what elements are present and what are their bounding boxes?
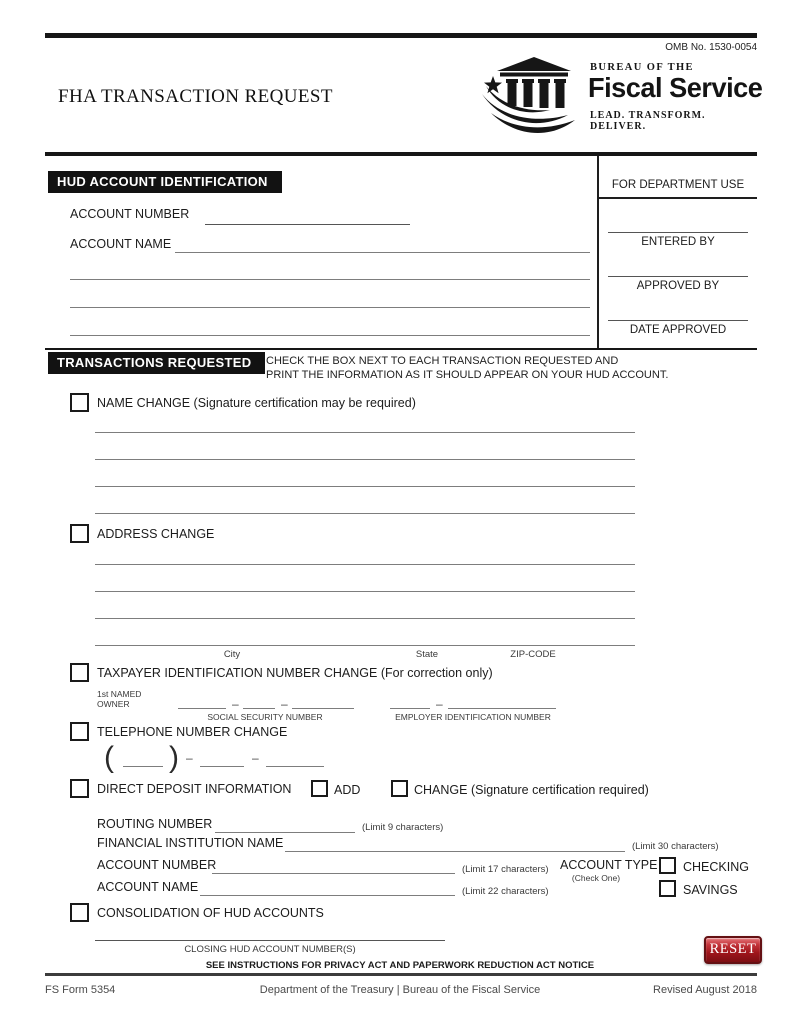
dd-account-name-line[interactable] [200, 895, 455, 896]
logo-bureau-text: BUREAU OF THE [590, 62, 694, 73]
phone-area-code-line[interactable] [123, 766, 163, 767]
savings-label: SAVINGS [683, 883, 738, 897]
ssn-label: SOCIAL SECURITY NUMBER [207, 712, 323, 722]
instruction-line-1: CHECK THE BOX NEXT TO EACH TRANSACTION REQUESTED AND [266, 355, 619, 367]
dd-account-number-line[interactable] [212, 873, 455, 874]
entered-by-line[interactable] [608, 232, 748, 233]
financial-institution-line[interactable] [285, 851, 625, 852]
name-change-label: NAME CHANGE (Signature certification may be required) [97, 396, 416, 410]
phone-suffix-line[interactable] [266, 766, 324, 767]
address-line-2[interactable] [95, 591, 635, 592]
first-named-owner-label-2: OWNER [97, 699, 130, 709]
hud-section-title: HUD ACCOUNT IDENTIFICATION [48, 171, 282, 193]
entered-by-label: ENTERED BY [641, 236, 715, 248]
dd-account-number-limit-note: (Limit 17 characters) [462, 864, 549, 875]
account-number-line[interactable] [205, 224, 410, 225]
tin-change-checkbox[interactable] [70, 663, 89, 682]
ein-segment-1-line[interactable] [390, 708, 430, 709]
hud-extra-line-2[interactable] [70, 307, 590, 308]
routing-number-label: ROUTING NUMBER [97, 817, 213, 831]
name-change-line-4[interactable] [95, 513, 635, 514]
routing-number-line[interactable] [215, 832, 355, 833]
consolidation-label: CONSOLIDATION OF HUD ACCOUNTS [97, 906, 324, 920]
fiscal-service-logo [478, 54, 763, 148]
closing-hud-account-line[interactable] [95, 940, 445, 941]
financial-institution-limit-note: (Limit 30 characters) [632, 841, 719, 852]
name-change-line-3[interactable] [95, 486, 635, 487]
omb-number: OMB No. 1530-0054 [665, 42, 757, 53]
ein-dash: – [436, 697, 443, 711]
account-name-label: ACCOUNT NAME [70, 237, 172, 251]
phone-change-checkbox[interactable] [70, 722, 89, 741]
reset-button[interactable]: RESET [704, 936, 762, 964]
state-label: State [415, 649, 439, 660]
first-named-owner-label-1: 1st NAMED [97, 689, 142, 699]
zip-code-label: ZIP-CODE [510, 649, 556, 660]
phone-dash-2: – [252, 751, 259, 765]
dd-account-name-label: ACCOUNT NAME [97, 880, 199, 894]
name-change-line-2[interactable] [95, 459, 635, 460]
account-name-line[interactable] [175, 252, 590, 253]
routing-limit-note: (Limit 9 characters) [362, 822, 444, 833]
date-approved-line[interactable] [608, 320, 748, 321]
direct-deposit-add-checkbox[interactable] [311, 780, 328, 797]
direct-deposit-change-checkbox[interactable] [391, 780, 408, 797]
ssn-dash-2: – [281, 697, 288, 711]
direct-deposit-change-label: CHANGE (Signature certification required) [414, 783, 649, 797]
instruction-line-2: PRINT THE INFORMATION AS IT SHOULD APPEAR ON YOUR HUD ACCOUNT. [266, 369, 669, 381]
footer-agency: Department of the Treasury | Bureau of the Fiscal Service [259, 984, 541, 996]
approved-by-line[interactable] [608, 276, 748, 277]
date-approved-label: DATE APPROVED [629, 324, 727, 336]
ssn-segment-3-line[interactable] [292, 708, 354, 709]
privacy-act-notice: SEE INSTRUCTIONS FOR PRIVACY ACT AND PAPERWORK REDUCTION ACT NOTICE [205, 960, 595, 971]
address-change-checkbox[interactable] [70, 524, 89, 543]
closing-hud-account-label: CLOSING HUD ACCOUNT NUMBER(S) [184, 944, 356, 955]
hud-section-bottom-rule [45, 348, 757, 350]
footer-revision: Revised August 2018 [653, 984, 757, 996]
checking-label: CHECKING [683, 860, 749, 874]
ssn-segment-1-line[interactable] [178, 708, 226, 709]
address-change-label: ADDRESS CHANGE [97, 527, 215, 541]
footer-rule [45, 973, 757, 976]
direct-deposit-add-label: ADD [334, 783, 361, 797]
address-line-3[interactable] [95, 618, 635, 619]
approved-by-label: APPROVED BY [636, 280, 720, 292]
ein-label: EMPLOYER IDENTIFICATION NUMBER [395, 712, 551, 722]
phone-change-label: TELEPHONE NUMBER CHANGE [97, 725, 288, 739]
account-number-label: ACCOUNT NUMBER [70, 207, 190, 221]
dept-use-title: FOR DEPARTMENT USE [611, 179, 745, 191]
direct-deposit-label: DIRECT DEPOSIT INFORMATION [97, 782, 292, 796]
tin-change-label: TAXPAYER IDENTIFICATION NUMBER CHANGE (For correction only) [97, 666, 493, 680]
top-rule [45, 33, 757, 38]
address-line-city-state-zip[interactable] [95, 645, 635, 646]
transactions-section-title: TRANSACTIONS REQUESTED [48, 352, 265, 374]
logo-name-text: Fiscal Service [588, 72, 763, 103]
financial-institution-label: FINANCIAL INSTITUTION NAME [97, 836, 284, 850]
city-label: City [223, 649, 241, 660]
ein-segment-2-line[interactable] [448, 708, 556, 709]
name-change-line-1[interactable] [95, 432, 635, 433]
hud-extra-line-3[interactable] [70, 335, 590, 336]
phone-paren-open: ( [104, 741, 114, 774]
dd-account-number-label: ACCOUNT NUMBER [97, 858, 217, 872]
hud-extra-line-1[interactable] [70, 279, 590, 280]
phone-dash-1: – [186, 751, 193, 765]
phone-paren-close: ) [169, 741, 179, 774]
consolidation-checkbox[interactable] [70, 903, 89, 922]
ssn-dash-1: – [232, 697, 239, 711]
name-change-checkbox[interactable] [70, 393, 89, 412]
logo-tagline: LEAD. TRANSFORM. DELIVER. [590, 110, 706, 132]
fiscal-service-logo-icon [478, 54, 584, 146]
dept-use-title-rule [599, 197, 757, 199]
account-type-check-one: (Check One) [571, 873, 621, 883]
address-line-1[interactable] [95, 564, 635, 565]
page-title: FHA TRANSACTION REQUEST [58, 86, 333, 107]
savings-checkbox[interactable] [659, 880, 676, 897]
phone-prefix-line[interactable] [200, 766, 244, 767]
dd-account-name-limit-note: (Limit 22 characters) [462, 886, 549, 897]
form-number: FS Form 5354 [45, 984, 116, 996]
account-type-label: ACCOUNT TYPE [560, 858, 658, 872]
header-rule [45, 152, 757, 156]
ssn-segment-2-line[interactable] [243, 708, 275, 709]
direct-deposit-checkbox[interactable] [70, 779, 89, 798]
checking-checkbox[interactable] [659, 857, 676, 874]
